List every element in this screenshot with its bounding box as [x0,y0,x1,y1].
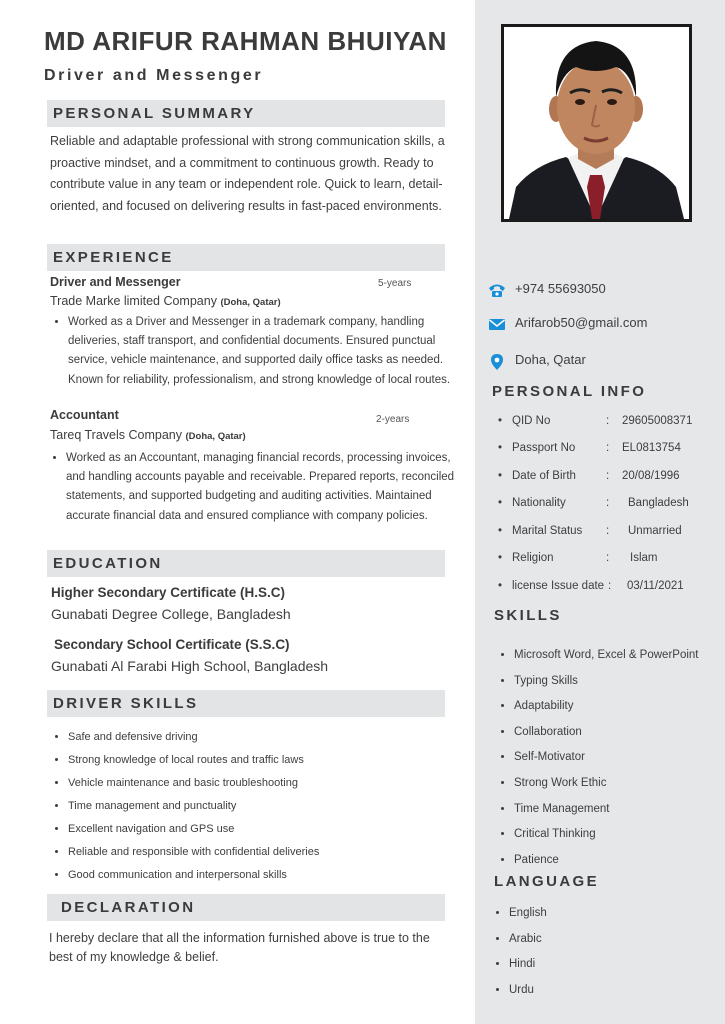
info-value: EL0813754 [622,442,681,454]
profile-photo-illustration [504,27,689,219]
company-name: Trade Marke limited Company [50,294,217,308]
section-header-education [47,550,445,577]
job-title-1: Driver and Messenger [50,275,181,289]
list-item: • English [509,901,547,927]
email-address: Arifarob50@gmail.com [515,315,648,330]
summary-text: Reliable and adaptable professional with strong communication skills, a proactive mindset, and a commitment to continuous growth. Ready to contribute value in any team or independent role. Quick to learn, detail-oriented, and focused on delivering results in fast-paced environments. [50,134,445,214]
info-separator: : [606,442,610,454]
bullet: • [498,525,503,537]
list-item: • Microsoft Word, Excel & PowerPoint [514,643,699,669]
section-header-summary [47,100,445,127]
info-label: license Issue date [512,580,605,592]
list-item: • Arabic [509,927,547,953]
skills-list [498,643,699,873]
company-name: Tareq Travels Company [50,428,183,442]
company-location: (Doha, Qatar) [220,297,281,308]
info-separator: : [606,525,610,537]
job-description-1 [50,313,463,390]
info-value: Unmarried [628,525,682,537]
job-bullet: • Worked as an Accountant, managing financial records, processing invoices, and handling accounts payable and receivable. Prepared reports, reconciled statements, and supported budgeting and auditing activities. Maintained accurate financial data and ensured compliance with company policies. [66,449,471,526]
info-label: Date of Birth [512,470,576,482]
section-title: DRIVER SKILLS [53,695,199,712]
section-title-personal-info: PERSONAL INFO [492,383,647,400]
list-item: • Strong Work Ethic [514,771,699,797]
list-item: • Vehicle maintenance and basic troubleshooting [68,772,319,795]
location-text: Doha, Qatar [515,352,586,367]
section-title: PERSONAL SUMMARY [53,105,256,122]
contact-email [488,315,647,332]
bullet: • [498,552,503,564]
info-value: Islam [630,552,658,564]
phone-number: +974 55693050 [515,281,606,296]
info-separator: : [606,497,610,509]
company-2 [50,428,246,442]
language-list [493,901,547,1003]
declaration-text: I hereby declare that all the information furnished above is true to the best of my knowledge & belief. [49,931,430,964]
info-label: Religion [512,552,554,564]
education-degree-1: Higher Secondary Certificate (H.S.C) [51,585,286,600]
bullet: • [498,470,503,482]
list-item: • Time Management [514,797,699,823]
contact-location [488,352,586,369]
list-item: • Collaboration [514,720,699,746]
bullet: • [498,497,503,509]
profile-photo [501,24,692,222]
contact-phone [488,281,606,298]
education-degree-2: Secondary School Certificate (S.S.C) [54,637,290,652]
section-header-experience [47,244,445,271]
section-header-declaration [47,894,445,921]
section-header-driver-skills [47,690,445,717]
list-item: • Safe and defensive driving [68,726,319,749]
list-item: • Patience [514,848,699,874]
list-item: • Adaptability [514,694,699,720]
bullet: • [498,442,503,454]
info-label: Marital Status [512,525,583,537]
info-value: 20/08/1996 [622,470,680,482]
info-separator: : [606,415,610,427]
info-separator: : [606,470,610,482]
info-value: Bangladesh [628,497,689,509]
list-item: • Urdu [509,978,547,1004]
candidate-name: MD ARIFUR RAHMAN BHUIYAN [44,26,447,56]
info-label: QID No [512,415,551,427]
envelope-icon [488,316,506,332]
bullet: • [498,580,503,592]
education-school-1: Gunabati Degree College, Bangladesh [51,606,291,622]
job-title: Driver and Messenger [44,67,264,84]
section-title: EXPERIENCE [53,249,174,266]
list-item: • Good communication and interpersonal skills [68,864,319,887]
info-value: 29605008371 [622,415,693,427]
list-item: • Hindi [509,952,547,978]
list-item: • Strong knowledge of local routes and traffic laws [68,749,319,772]
company-location: (Doha, Qatar) [185,431,246,442]
list-item: • Time management and punctuality [68,795,319,818]
info-separator: : [608,580,612,592]
driver-skills-list [50,726,319,887]
list-item: • Reliable and responsible with confidential deliveries [68,841,319,864]
map-pin-icon [488,353,506,369]
job-title-2: Accountant [50,408,119,422]
list-item: • Critical Thinking [514,822,699,848]
phone-icon [488,282,506,298]
section-title: DECLARATION [61,899,196,916]
job-bullet: • Worked as a Driver and Messenger in a trademark company, handling deliveries, staff transport, and confidential documents. Ensured punctual service, vehicle maintenance, and supported daily office tasks as needed. Known for reliability, professionalism, and strong knowledge of local routes. [68,313,463,390]
section-title-language: LANGUAGE [494,873,600,890]
job-duration-1: 5-years [378,278,412,289]
section-title-skills: SKILLS [494,607,562,624]
info-label: Nationality [512,497,566,509]
job-description-2 [48,449,471,526]
info-separator: : [606,552,610,564]
list-item: • Self-Motivator [514,745,699,771]
company-1 [50,294,281,308]
bullet: • [498,415,503,427]
info-value: 03/11/2021 [627,580,684,592]
section-title: EDUCATION [53,555,163,572]
info-label: Passport No [512,442,576,454]
list-item: • Excellent navigation and GPS use [68,818,319,841]
list-item: • Typing Skills [514,669,699,695]
education-school-2: Gunabati Al Farabi High School, Bangladesh [51,658,329,674]
job-duration-2: 2-years [376,414,410,425]
